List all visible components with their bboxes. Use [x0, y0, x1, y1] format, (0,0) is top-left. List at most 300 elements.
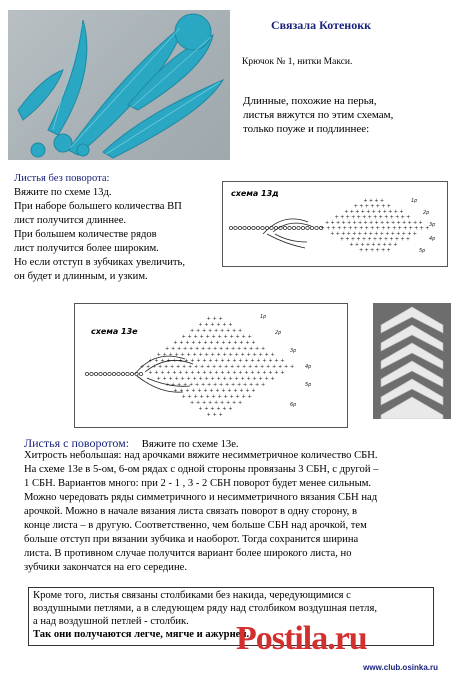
single-crochet-mark: + — [220, 358, 225, 364]
single-crochet-mark: + — [412, 231, 417, 237]
single-crochet-mark: + — [204, 352, 209, 358]
single-crochet-mark: + — [179, 388, 184, 394]
single-crochet-mark: + — [386, 203, 391, 210]
row-mark: 5р — [419, 248, 426, 254]
single-crochet-mark: + — [193, 334, 198, 340]
single-crochet-mark: + — [401, 231, 406, 237]
section2-line: арочкой. Можно в начале вязания листа связать поворот в одну сторону, в — [24, 506, 357, 517]
single-crochet-mark: + — [241, 334, 246, 340]
single-crochet-mark: + — [194, 364, 199, 370]
single-crochet-mark: + — [352, 231, 357, 237]
single-crochet-mark: + — [339, 236, 345, 243]
single-crochet-mark: + — [146, 364, 151, 370]
single-crochet-mark: + — [249, 346, 254, 352]
row-mark: 4р — [429, 236, 436, 242]
chain-stitch — [94, 372, 97, 375]
single-crochet-mark: + — [180, 352, 185, 358]
single-crochet-mark: + — [261, 382, 266, 388]
single-crochet-mark: + — [365, 242, 371, 248]
single-crochet-mark: + — [235, 334, 240, 340]
single-crochet-mark: + — [272, 364, 277, 370]
single-crochet-mark: + — [216, 322, 221, 328]
single-crochet-mark: + — [387, 242, 393, 248]
single-crochet-mark: + — [171, 382, 176, 388]
single-crochet-mark: + — [225, 382, 230, 388]
chain-stitch — [261, 226, 264, 229]
single-crochet-mark: + — [233, 388, 238, 394]
single-crochet-mark: + — [222, 376, 227, 382]
single-crochet-mark: + — [245, 388, 250, 394]
single-crochet-mark: + — [383, 236, 389, 243]
single-crochet-mark: + — [227, 388, 232, 394]
single-crochet-mark: + — [352, 220, 357, 226]
single-crochet-mark: + — [356, 236, 361, 243]
single-crochet-mark: + — [238, 328, 243, 334]
single-crochet-mark: + — [215, 388, 220, 394]
single-crochet-mark: + — [208, 400, 213, 406]
single-crochet-mark: + — [379, 198, 385, 204]
single-crochet-mark: + — [400, 214, 405, 221]
single-crochet-mark: + — [168, 376, 173, 382]
single-crochet-mark: + — [205, 394, 210, 400]
single-crochet-mark: + — [349, 209, 354, 215]
single-crochet-mark: + — [246, 352, 251, 358]
single-crochet-mark: + — [360, 209, 365, 215]
intro-line: только поуже и подлиннее: — [243, 123, 370, 135]
single-crochet-mark: + — [366, 209, 371, 215]
single-crochet-mark: + — [353, 225, 358, 232]
chain-stitch — [288, 226, 291, 229]
single-crochet-mark: + — [394, 236, 400, 243]
single-crochet-mark: + — [218, 316, 223, 322]
section2-line: листа. В противном случае получится вариант более широкого листа, но — [24, 548, 352, 559]
single-crochet-mark: + — [371, 209, 376, 215]
single-crochet-mark: + — [407, 231, 412, 237]
single-crochet-mark: + — [165, 382, 170, 388]
single-crochet-mark: + — [252, 376, 257, 382]
section1-line: лист получится более широким. — [14, 243, 159, 254]
single-crochet-mark: + — [378, 214, 383, 221]
single-crochet-mark: + — [388, 209, 393, 215]
row-mark: 2р — [275, 330, 282, 336]
single-crochet-mark: + — [189, 346, 194, 352]
scheme-13d — [222, 181, 448, 267]
single-crochet-mark: + — [270, 376, 275, 382]
single-crochet-mark: + — [353, 203, 358, 210]
single-crochet-mark: + — [223, 334, 228, 340]
single-crochet-mark: + — [214, 400, 219, 406]
single-crochet-mark: + — [237, 346, 242, 352]
chain-stitch — [103, 372, 106, 375]
row-mark: 5р — [305, 382, 312, 388]
single-crochet-mark: + — [202, 400, 207, 406]
single-crochet-mark: + — [262, 358, 267, 364]
single-crochet-mark: + — [268, 358, 273, 364]
crochet-leaves-image — [8, 10, 230, 160]
section1-line: лист получится длиннее. — [14, 215, 127, 226]
single-crochet-mark: + — [239, 388, 244, 394]
scheme-13e — [74, 303, 348, 428]
single-crochet-mark: + — [202, 358, 207, 364]
single-crochet-mark: + — [425, 225, 430, 232]
single-crochet-mark: + — [190, 328, 195, 334]
single-crochet-mark: + — [162, 352, 167, 358]
single-crochet-mark: + — [196, 400, 201, 406]
single-crochet-mark: + — [345, 236, 350, 243]
single-crochet-mark: + — [350, 236, 356, 243]
single-crochet-mark: + — [210, 322, 215, 328]
single-crochet-mark: + — [361, 236, 367, 243]
single-crochet-mark: + — [166, 370, 171, 376]
single-crochet-mark: + — [274, 358, 279, 364]
single-crochet-mark: + — [357, 220, 363, 226]
single-crochet-mark: + — [231, 346, 236, 352]
single-crochet-mark: + — [162, 376, 167, 382]
single-crochet-mark: + — [243, 382, 248, 388]
section2-line: конце листа – в другую. Соответственно, чем больше СБН над арочкой, тем — [24, 520, 367, 531]
single-crochet-mark: + — [395, 214, 400, 221]
single-crochet-mark: + — [399, 209, 404, 215]
single-crochet-mark: + — [168, 352, 173, 358]
single-crochet-mark: + — [220, 400, 225, 406]
single-crochet-mark: + — [230, 364, 235, 370]
single-crochet-mark: + — [363, 198, 368, 204]
single-crochet-mark: + — [196, 358, 201, 364]
single-crochet-mark: + — [173, 388, 178, 394]
chain-stitch — [121, 372, 124, 375]
row-mark: 6р — [290, 402, 297, 408]
single-crochet-mark: + — [252, 352, 257, 358]
single-crochet-mark: + — [222, 406, 227, 412]
single-crochet-mark: + — [148, 370, 153, 376]
single-crochet-mark: + — [238, 370, 243, 376]
single-crochet-mark: + — [205, 334, 210, 340]
chain-stitch — [229, 226, 232, 229]
single-crochet-mark: + — [228, 352, 233, 358]
single-crochet-mark: + — [183, 346, 188, 352]
single-crochet-mark: + — [172, 358, 177, 364]
crochet-strip-image — [373, 303, 451, 419]
single-crochet-mark: + — [190, 358, 195, 364]
single-crochet-mark: + — [201, 346, 206, 352]
single-crochet-mark: + — [341, 220, 346, 226]
single-crochet-mark: + — [206, 364, 211, 370]
single-crochet-mark: + — [192, 376, 197, 382]
intro-line: Длинные, похожие на перья, — [243, 95, 377, 107]
single-crochet-mark: + — [214, 358, 219, 364]
single-crochet-mark: + — [197, 388, 202, 394]
single-crochet-mark: + — [367, 214, 372, 221]
single-crochet-mark: + — [202, 328, 207, 334]
chain-stitch — [238, 226, 241, 229]
single-crochet-mark: + — [392, 225, 397, 232]
single-crochet-mark: + — [226, 370, 231, 376]
note-bold-line: Так они получаются легче, мягче и ажурней. — [33, 629, 250, 640]
single-crochet-mark: + — [198, 352, 203, 358]
chain-stitch — [117, 372, 120, 375]
single-crochet-mark: + — [226, 358, 231, 364]
single-crochet-mark: + — [190, 400, 195, 406]
chain-stitch — [130, 372, 133, 375]
single-crochet-mark: + — [204, 406, 209, 412]
scheme-13d-label: схема 13д — [231, 189, 279, 198]
watermark: Postila.ru — [236, 620, 367, 657]
single-crochet-mark: + — [255, 382, 260, 388]
site-url: www.club.osinka.ru — [363, 663, 438, 672]
row-mark: 1р — [260, 314, 267, 320]
single-crochet-mark: + — [219, 382, 224, 388]
single-crochet-mark: + — [384, 214, 389, 221]
single-crochet-mark: + — [224, 364, 229, 370]
single-crochet-mark: + — [185, 340, 190, 346]
single-crochet-mark: + — [280, 370, 285, 376]
single-crochet-mark: + — [254, 364, 259, 370]
single-crochet-mark: + — [370, 225, 375, 232]
single-crochet-mark: + — [217, 394, 222, 400]
single-crochet-mark: + — [177, 346, 182, 352]
single-crochet-mark: + — [200, 364, 205, 370]
single-crochet-mark: + — [213, 382, 218, 388]
single-crochet-mark: + — [250, 358, 255, 364]
section2-line: 1 СБН. Вариантов много: при 2 - 1 , 3 - 2 СБН поворот будет менее сильным. — [24, 478, 372, 489]
hook-info: Крючок № 1, нитки Макси. — [242, 57, 353, 67]
single-crochet-mark: + — [232, 358, 237, 364]
single-crochet-mark: + — [216, 406, 221, 412]
single-crochet-mark: + — [364, 225, 369, 232]
single-crochet-mark: + — [363, 220, 368, 226]
single-crochet-mark: + — [274, 370, 279, 376]
single-crochet-mark: + — [198, 376, 203, 382]
single-crochet-mark: + — [390, 220, 396, 226]
single-crochet-mark: + — [184, 370, 189, 376]
note-line: Кроме того, листья связаны столбиками без накида, чередующимися с — [33, 590, 351, 601]
chain-stitch — [85, 372, 88, 375]
single-crochet-mark: + — [184, 358, 189, 364]
single-crochet-mark: + — [330, 231, 335, 237]
single-crochet-mark: + — [381, 247, 386, 254]
single-crochet-mark: + — [188, 364, 193, 370]
single-crochet-mark: + — [152, 364, 157, 370]
single-crochet-mark: + — [158, 364, 163, 370]
single-crochet-mark: + — [195, 346, 200, 352]
single-crochet-mark: + — [368, 220, 374, 226]
single-crochet-mark: + — [216, 376, 221, 382]
crochet-photo — [8, 10, 230, 160]
single-crochet-mark: + — [191, 388, 196, 394]
row-mark: 3р — [290, 348, 297, 354]
single-crochet-mark: + — [340, 214, 345, 221]
single-crochet-mark: + — [344, 209, 349, 215]
section2-line: больше отступ при вязании зубчика и наоборот. Тогда сохранится ширина — [24, 534, 359, 545]
single-crochet-mark: + — [172, 370, 177, 376]
chain-stitch — [315, 226, 318, 229]
single-crochet-mark: + — [247, 394, 252, 400]
crochet-strip-photo — [373, 303, 451, 419]
single-crochet-mark: + — [245, 340, 250, 346]
single-crochet-mark: + — [239, 340, 244, 346]
single-crochet-mark: + — [214, 328, 219, 334]
single-crochet-mark: + — [237, 382, 242, 388]
single-crochet-mark: + — [236, 364, 241, 370]
single-crochet-mark: + — [348, 225, 353, 232]
single-crochet-mark: + — [346, 220, 352, 226]
single-crochet-mark: + — [160, 358, 165, 364]
single-crochet-mark: + — [241, 394, 246, 400]
page-title: Связала Котенокк — [271, 18, 372, 32]
chain-stitch — [139, 372, 142, 375]
single-crochet-mark: + — [179, 340, 184, 346]
single-crochet-mark: + — [203, 388, 208, 394]
chain-stitch — [306, 226, 309, 229]
single-crochet-mark: + — [212, 412, 217, 418]
single-crochet-mark: + — [229, 394, 234, 400]
single-crochet-mark: + — [186, 376, 191, 382]
single-crochet-mark: + — [261, 346, 266, 352]
single-crochet-mark: + — [375, 203, 380, 210]
single-crochet-mark: + — [154, 358, 159, 364]
single-crochet-mark: + — [256, 358, 261, 364]
single-crochet-mark: + — [256, 370, 261, 376]
single-crochet-mark: + — [223, 394, 228, 400]
single-crochet-mark: + — [180, 376, 185, 382]
section2-line: зубчики закончатся на его середине. — [24, 562, 187, 573]
single-crochet-mark: + — [156, 376, 161, 382]
single-crochet-mark: + — [221, 388, 226, 394]
single-crochet-mark: + — [359, 247, 364, 254]
single-crochet-mark: + — [165, 346, 170, 352]
intro-line: листья вяжутся по этим схемам, — [243, 109, 394, 121]
single-crochet-mark: + — [419, 225, 424, 232]
section1-line: Вяжите по схеме 13д. — [14, 187, 112, 198]
row-mark: 4р — [305, 364, 312, 370]
single-crochet-mark: + — [218, 364, 223, 370]
single-crochet-mark: + — [378, 236, 383, 243]
single-crochet-mark: + — [320, 225, 325, 232]
single-crochet-mark: + — [216, 352, 221, 358]
single-crochet-mark: + — [198, 406, 203, 412]
section1-heading: Листья без поворота: — [14, 173, 110, 184]
chain-stitch — [252, 226, 255, 229]
single-crochet-mark: + — [373, 214, 378, 221]
single-crochet-mark: + — [204, 376, 209, 382]
single-crochet-mark: + — [381, 225, 386, 232]
single-crochet-mark: + — [362, 214, 367, 221]
single-crochet-mark: + — [210, 376, 215, 382]
single-crochet-mark: + — [219, 346, 224, 352]
single-crochet-mark: + — [324, 220, 330, 226]
single-crochet-mark: + — [330, 220, 335, 226]
single-crochet-mark: + — [393, 242, 398, 248]
single-crochet-mark: + — [407, 220, 412, 226]
single-crochet-mark: + — [217, 334, 222, 340]
single-crochet-mark: + — [176, 364, 181, 370]
section1-line: При большем количестве рядов — [14, 229, 157, 240]
single-crochet-mark: + — [397, 225, 402, 232]
single-crochet-mark: + — [242, 364, 247, 370]
single-crochet-mark: + — [218, 412, 223, 418]
single-crochet-mark: + — [177, 382, 182, 388]
single-crochet-mark: + — [375, 225, 380, 232]
single-crochet-mark: + — [244, 370, 249, 376]
single-crochet-mark: + — [278, 364, 283, 370]
single-crochet-mark: + — [238, 400, 243, 406]
single-crochet-mark: + — [334, 214, 339, 221]
single-crochet-mark: + — [375, 247, 380, 254]
single-crochet-mark: + — [250, 370, 255, 376]
single-crochet-mark: + — [396, 220, 401, 226]
single-crochet-mark: + — [372, 236, 378, 243]
row-mark: 1р — [411, 198, 418, 204]
single-crochet-mark: + — [290, 364, 295, 370]
single-crochet-mark: + — [249, 382, 254, 388]
single-crochet-mark: + — [206, 412, 211, 418]
single-crochet-mark: + — [386, 247, 391, 254]
single-crochet-mark: + — [418, 220, 423, 226]
single-crochet-mark: + — [182, 364, 187, 370]
single-crochet-mark: + — [403, 225, 408, 232]
single-crochet-mark: + — [181, 334, 186, 340]
single-crochet-mark: + — [377, 209, 382, 215]
single-crochet-mark: + — [412, 220, 418, 226]
single-crochet-mark: + — [181, 394, 186, 400]
single-crochet-mark: + — [379, 220, 385, 226]
single-crochet-mark: + — [207, 346, 212, 352]
single-crochet-mark: + — [220, 370, 225, 376]
single-crochet-mark: + — [212, 364, 217, 370]
chain-stitch — [256, 226, 259, 229]
single-crochet-mark: + — [156, 352, 161, 358]
section1-line: он будет и длинным, и узким. — [14, 271, 148, 282]
single-crochet-mark: + — [232, 400, 237, 406]
chain-stitch — [112, 372, 115, 375]
single-crochet-mark: + — [154, 370, 159, 376]
single-crochet-mark: + — [173, 340, 178, 346]
section1-line: При наборе большего количества ВП — [14, 201, 182, 212]
single-crochet-mark: + — [393, 209, 398, 215]
single-crochet-mark: + — [401, 220, 407, 226]
single-crochet-mark: + — [214, 370, 219, 376]
single-crochet-mark: + — [227, 340, 232, 346]
scheme-13e-label: схема 13е — [91, 327, 138, 336]
single-crochet-mark: + — [406, 214, 411, 221]
single-crochet-mark: + — [345, 214, 350, 221]
single-crochet-mark: + — [376, 242, 382, 248]
chain-stitch — [234, 226, 237, 229]
chain-stitch — [243, 226, 246, 229]
single-crochet-mark: + — [346, 231, 351, 237]
single-crochet-mark: + — [196, 370, 201, 376]
single-crochet-mark: + — [209, 388, 214, 394]
single-crochet-mark: + — [190, 370, 195, 376]
single-crochet-mark: + — [222, 352, 227, 358]
single-crochet-mark: + — [414, 225, 419, 232]
single-crochet-mark: + — [226, 328, 231, 334]
single-crochet-mark: + — [235, 394, 240, 400]
single-crochet-mark: + — [228, 406, 233, 412]
single-crochet-mark: + — [204, 322, 209, 328]
single-crochet-mark: + — [400, 236, 405, 243]
single-crochet-mark: + — [370, 203, 375, 210]
single-crochet-mark: + — [385, 220, 390, 226]
single-crochet-mark: + — [356, 214, 361, 221]
single-crochet-mark: + — [215, 340, 220, 346]
single-crochet-mark: + — [349, 242, 354, 248]
single-crochet-mark: + — [408, 225, 413, 232]
chain-stitch — [247, 226, 250, 229]
single-crochet-mark: + — [368, 231, 373, 237]
single-crochet-mark: + — [389, 236, 394, 243]
single-crochet-mark: + — [210, 352, 215, 358]
